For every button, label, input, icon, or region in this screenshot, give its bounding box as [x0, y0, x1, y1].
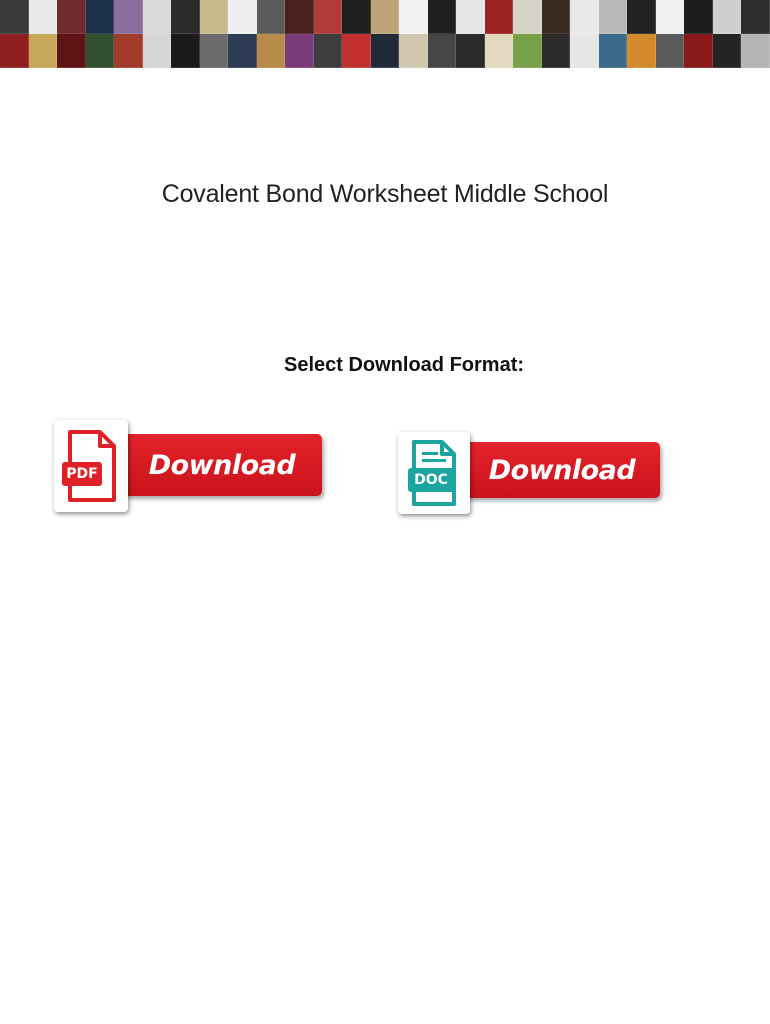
banner-tile-image [713, 34, 742, 68]
banner-tile-image [684, 0, 713, 34]
banner-tile-image [371, 0, 400, 34]
banner-tile-image [314, 0, 343, 34]
banner-tile-image [513, 34, 542, 68]
banner-tile-image [285, 34, 314, 68]
banner-tile-image [485, 0, 514, 34]
banner-tile-image [513, 0, 542, 34]
banner-tile-image [86, 34, 115, 68]
banner-tile-image [428, 34, 457, 68]
banner-tile-image [741, 34, 770, 68]
banner-tile-image [314, 34, 343, 68]
banner-tile-image [656, 34, 685, 68]
banner-tile-image [143, 0, 172, 34]
banner-tile-image [342, 0, 371, 34]
pdf-download-button[interactable] [122, 434, 322, 496]
banner-tile-image [0, 34, 29, 68]
banner-tile-image [456, 0, 485, 34]
pdf-icon-label: PDF [66, 466, 98, 482]
doc-download-link[interactable] [396, 430, 664, 516]
banner-tile-image [29, 34, 58, 68]
banner-tile-image [713, 0, 742, 34]
banner-tile-image [570, 0, 599, 34]
banner-tile-image [684, 34, 713, 68]
banner-tile-image [741, 0, 770, 34]
select-format-label: Select Download Format: [283, 354, 525, 376]
header-banner-collage [0, 0, 770, 68]
banner-tile-image [656, 0, 685, 34]
banner-tile-image [228, 34, 257, 68]
banner-tile-image [200, 34, 229, 68]
banner-tile-image [570, 34, 599, 68]
banner-tile-image [428, 0, 457, 34]
banner-tile-image [171, 0, 200, 34]
doc-download-button[interactable] [464, 442, 660, 498]
pdf-file-icon[interactable] [54, 420, 128, 512]
banner-tile-image [57, 0, 86, 34]
banner-tile-image [0, 0, 29, 34]
banner-tile-image [456, 34, 485, 68]
banner-tile-image [627, 34, 656, 68]
banner-tile-image [599, 34, 628, 68]
banner-tile-image [342, 34, 371, 68]
banner-tile-image [143, 34, 172, 68]
banner-tile-image [485, 34, 514, 68]
page-title: Covalent Bond Worksheet Middle School [161, 180, 609, 208]
banner-tile-image [399, 0, 428, 34]
banner-tile-image [627, 0, 656, 34]
pdf-download-button-label: Download [148, 449, 296, 481]
doc-download-button-label: Download [488, 454, 636, 486]
banner-tile-image [257, 0, 286, 34]
banner-tile-image [285, 0, 314, 34]
banner-tile-image [228, 0, 257, 34]
banner-tile-image [399, 34, 428, 68]
pdf-download-link[interactable] [52, 418, 324, 516]
banner-tile-image [371, 34, 400, 68]
banner-tile-image [542, 34, 571, 68]
banner-tile-image [29, 0, 58, 34]
doc-file-icon[interactable] [398, 432, 470, 514]
banner-tile-image [86, 0, 115, 34]
banner-tile-image [171, 34, 200, 68]
banner-tile-image [542, 0, 571, 34]
banner-tile-image [200, 0, 229, 34]
banner-tile-image [114, 0, 143, 34]
banner-tile-image [57, 34, 86, 68]
banner-tile-image [114, 34, 143, 68]
doc-icon-label: DOC [414, 472, 448, 488]
banner-tile-image [599, 0, 628, 34]
banner-tile-image [257, 34, 286, 68]
